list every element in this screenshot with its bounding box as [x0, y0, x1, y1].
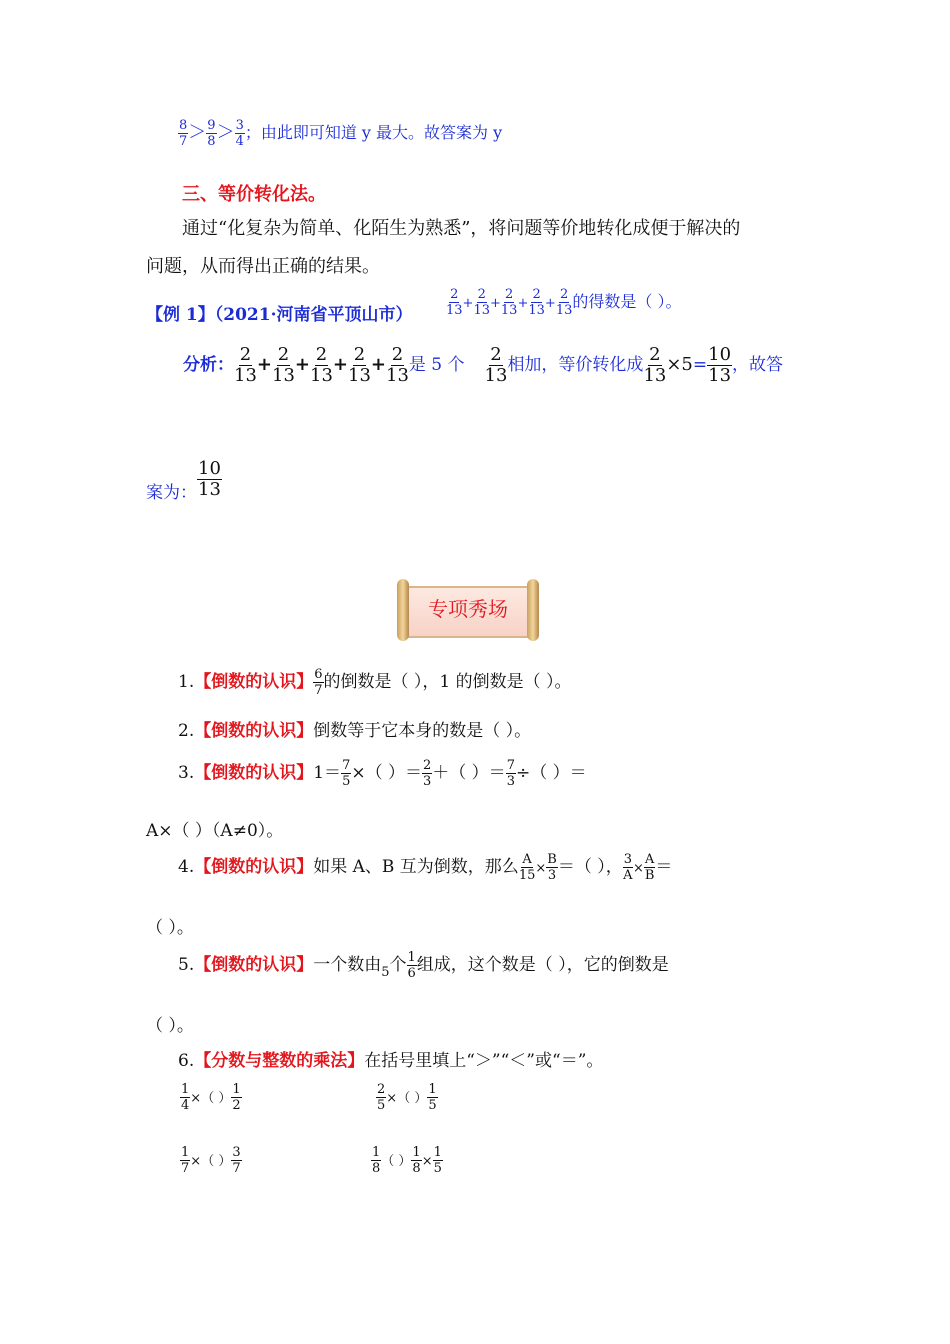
fraction: $\frac{2}{13}$ — [234, 344, 257, 386]
fraction: $\frac{A}{15}$ — [518, 852, 536, 883]
analysis-label: 分析： — [183, 355, 234, 375]
question-1: 1.【倒数的认识】 $\frac{6}{7}$ 的倒数是（ ），1 的倒数是（ ）。 — [178, 667, 572, 698]
fraction: $\frac{2}{13}$ — [310, 344, 333, 386]
section-heading: 三、等价转化法。 — [182, 184, 326, 205]
section-banner — [383, 577, 553, 642]
fraction: $\frac{3}{A}$ — [623, 852, 633, 883]
analysis-answer: 案为： $\frac{10}{13}$ — [146, 458, 221, 503]
fraction: $\frac{1}{8}$ — [412, 1145, 421, 1176]
question-tag: 【倒数的认识】 — [194, 857, 314, 877]
fraction: $\frac{1}{5}$ — [428, 1082, 437, 1113]
question-4-line-2: （ ）。 — [146, 918, 194, 938]
fraction: $\frac{2}{13}$ — [528, 287, 545, 318]
question-4: 4.【倒数的认识】如果 A、B 互为倒数，那么 $\frac{A}{15}$ × $\frac{B}{3}$ ＝（ ）， $\frac{3}{A}$ × $\frac{A}{B}$ ＝ — [178, 852, 673, 883]
question-tag: 【倒数的认识】 — [194, 955, 314, 975]
fraction: $\frac{6}{7}$ — [314, 667, 323, 698]
answer-line-comparison — [178, 118, 502, 148]
answer-text: ；由此即可知道 y 最大。故答案为 y — [244, 123, 503, 142]
fraction: $\frac{9}{8}$ — [207, 117, 216, 149]
fraction: $\frac{1}{7}$ — [181, 1145, 190, 1176]
question-tag: 【倒数的认识】 — [194, 672, 314, 692]
gt-sign: ＞ — [216, 122, 235, 143]
question-tag: 【倒数的认识】 — [194, 763, 314, 783]
example-tag: 【例 1】 — [146, 305, 215, 325]
example-1-line — [146, 300, 412, 325]
q6-row1-a: $\frac{1}{4}$ ×（ ） $\frac{1}{2}$ — [181, 1082, 241, 1113]
gt-sign: ＞ — [188, 122, 207, 143]
question-5: 5.【倒数的认识】一个数由$_5$个 $\frac{1}{6}$ 组成，这个数是（ ），它的倒数是 — [178, 950, 669, 981]
fraction: $\frac{2}{13}$ — [484, 344, 508, 386]
fraction: $\frac{2}{13}$ — [348, 344, 371, 386]
banner-title: 专项秀场 — [428, 597, 508, 621]
question-tag: 【倒数的认识】 — [194, 721, 314, 741]
answer-blank[interactable]: （ ） — [201, 1154, 232, 1169]
fraction: $\frac{1}{5}$ — [433, 1145, 442, 1176]
fraction: $\frac{1}{6}$ — [407, 950, 416, 981]
paragraph-line-1: 通过“化复杂为简单、化陌生为熟悉”，将问题等价地转化成便于解决的 — [182, 218, 741, 239]
example-suffix: 的得数是（ ）。 — [572, 292, 682, 311]
fraction: $\frac{7}{3}$ — [506, 758, 515, 789]
analysis-line: 分析： $\frac{2}{13}$ + $\frac{2}{13}$ + $\frac{2}{13}$ + $\frac{2}{13}$ + $\frac{2}{13}$ 是 5 个 $\frac{2}{13}$ 相加，等价转化成 $\frac{2}{13}$ ×5= $\frac{10}{13}$ ，故答 — [183, 344, 784, 386]
fraction: $\frac{7}{5}$ — [342, 758, 351, 789]
answer-blank[interactable]: （ ） — [397, 1091, 428, 1106]
fraction: $\frac{10}{13}$ — [708, 344, 732, 386]
fraction: $\frac{2}{13}$ — [643, 344, 667, 386]
question-6: 6.【分数与整数的乘法】在括号里填上“＞”“＜”或“＝”。 — [178, 1051, 604, 1071]
fraction: $\frac{1}{8}$ — [372, 1145, 381, 1176]
q6-row1-b: $\frac{2}{5}$ ×（ ） $\frac{1}{5}$ — [377, 1082, 437, 1113]
answer-blank[interactable]: （ ） — [201, 1091, 232, 1106]
example-source: （2021·河南省平顶山市） — [214, 305, 413, 325]
fraction: $\frac{2}{13}$ — [500, 287, 518, 318]
fraction: $\frac{3}{4}$ — [235, 117, 244, 149]
answer-blank[interactable]: （ ） — [381, 1154, 412, 1169]
question-3-line-2: A×（ ）（A≠0）。 — [146, 821, 284, 841]
fraction: $\frac{2}{5}$ — [377, 1082, 386, 1113]
example-1-expression: $\frac{2}{13}$ + $\frac{2}{13}$ + $\frac{2}{13}$ + $\frac{2}{13}$ + $\frac{2}{13}$ 的得数是（ ）。 — [446, 287, 682, 318]
fraction: $\frac{2}{13}$ — [272, 344, 295, 386]
fraction: $\frac{2}{13}$ — [555, 287, 573, 318]
fraction: $\frac{B}{3}$ — [547, 852, 557, 883]
q6-row2-a: $\frac{1}{7}$ ×（ ） $\frac{3}{7}$ — [181, 1145, 241, 1176]
fraction: $\frac{1}{2}$ — [232, 1082, 241, 1113]
fraction: $\frac{2}{13}$ — [473, 287, 490, 318]
fraction: $\frac{2}{13}$ — [386, 344, 409, 386]
fraction: $\frac{A}{B}$ — [644, 852, 655, 883]
fraction: $\frac{3}{7}$ — [232, 1145, 241, 1176]
question-tag: 【分数与整数的乘法】 — [194, 1051, 365, 1071]
fraction: $\frac{10}{13}$ — [198, 458, 221, 500]
fraction: $\frac{2}{3}$ — [423, 758, 432, 789]
fraction: $\frac{8}{7}$ — [179, 117, 188, 149]
fraction: $\frac{1}{4}$ — [181, 1082, 190, 1113]
question-5-line-2: （ ）。 — [146, 1016, 194, 1036]
question-2: 2.【倒数的认识】倒数等于它本身的数是（ ）。 — [178, 721, 532, 741]
paragraph-line-2: 问题，从而得出正确的结果。 — [146, 256, 380, 277]
question-3: 3.【倒数的认识】1＝ $\frac{7}{5}$ ×（ ）＝ $\frac{2}{3}$ ＋（ ）＝ $\frac{7}{3}$ ÷（ ）＝ — [178, 758, 587, 789]
q6-row2-b: $\frac{1}{8}$ （ ） $\frac{1}{8}$ × $\frac{1}{5}$ — [372, 1145, 442, 1176]
fraction: $\frac{2}{13}$ — [446, 287, 463, 318]
